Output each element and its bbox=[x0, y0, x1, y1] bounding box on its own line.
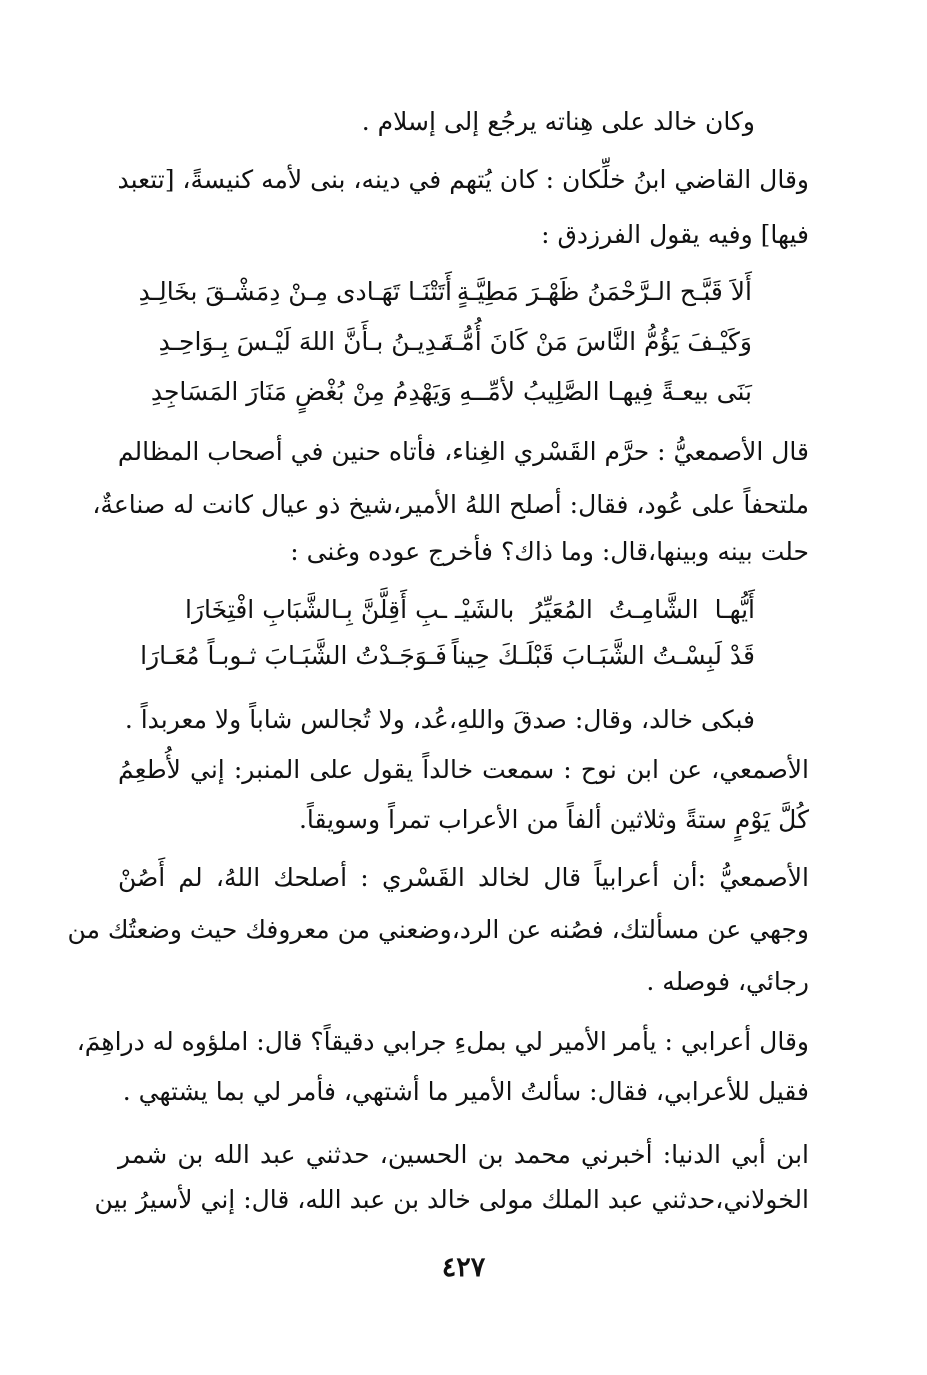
text-line: قال الأصمعيُّ : حرَّم القَسْري الغِناء، فأتاه حنين في أصحاب المظالم bbox=[117, 437, 809, 466]
text-line: وجهي عن مسألتك، فصُنه عن الرد،وضعني من معروفك حيث وضعتُك من bbox=[67, 915, 809, 944]
verse-hemistich: أَلاَ قَبَّـح الـرَّحْمَنُ ظَهْـرَ مَطِيَّـةٍ bbox=[456, 277, 752, 306]
text-line: فيها] وفيه يقول الفرزدق : bbox=[541, 220, 809, 249]
verse-hemistich: قَدْ لَبِسْـتُ الشَّبَـابَ قَبْلَـكَ حِيناً bbox=[451, 641, 755, 670]
text-line: حلت بينه وبينها،قال: وما ذاك؟ فأخرج عوده وغنى : bbox=[290, 537, 809, 566]
text-line: ابن أبي الدنيا: أخبرني محمد بن الحسين، حدثني عبد الله بن شمر bbox=[118, 1140, 809, 1169]
text-line: فقيل للأعرابي، فقال: سألتُ الأمير ما أشتهي، فأمر لي بما يشتهي . bbox=[122, 1077, 809, 1106]
page-number: ٤٢٧ bbox=[441, 1252, 486, 1283]
verse-hemistich: ـبِ أَقِلَّنَّ بِـالشَّبَابِ افْتِخَارَا bbox=[185, 595, 447, 624]
verse-hemistich: فَـوَجَـدْتُ الشَّبَـابَ ثـوبـاً مُعَـارَا bbox=[140, 641, 447, 670]
verse-hemistich: وَيَهْدِمُ مِنْ بُغْضٍ مَنَارَ المَسَاجِدِ bbox=[150, 377, 452, 406]
text-line: وقال القاضي ابنُ خلِّكان : كان يُتهم في دينه، بنى لأمه كنيسةً، [تتعبد bbox=[117, 165, 809, 194]
text-line: وقال أعرابي : يأمر الأمير لي بملءِ جرابي دقيقاً؟ قال: املؤوه له دراهِمَ، bbox=[76, 1027, 809, 1056]
text-line: فبكى خالد، وقال: صدقَ واللهِ،عُد، ولا تُجالس شاباً ولا معربداً . bbox=[124, 705, 755, 734]
text-line: الأصمعي، عن ابن نوح : سمعت خالداً يقول على المنبر: إني لأُطعِمُ bbox=[118, 755, 809, 784]
verse-row bbox=[0, 320, 927, 364]
text-line: وكان خالد على هِناته يرجُع إلى إسلام . bbox=[361, 107, 755, 136]
text-line: الخولاني،حدثني عبد الملك مولى خالد بن عبد الله، قال: إني لأسيرُ بين bbox=[94, 1185, 809, 1214]
verse-hemistich: بَنَى بيعـةً فِيهـا الصَّلِيبُ لأمِّــهِ bbox=[459, 377, 752, 406]
text-line: كُلَّ يَوْمٍ ستةً وثلاثين ألفاً من الأعراب تمراً وسويقاً. bbox=[298, 805, 809, 834]
verse-row bbox=[0, 270, 927, 314]
verse-hemistich: تَـدِيـنُ بـأَنَّ اللهَ لَيْـسَ بِـوَاحِـدِ bbox=[158, 327, 452, 356]
verse-hemistich: وَكَيْـفَ يَؤُمُّ النَّاسَ مَنْ كَانَ أُمُّـه bbox=[440, 327, 752, 356]
verse-row bbox=[0, 588, 927, 632]
text-line: رجائي، فوصله . bbox=[646, 967, 809, 996]
text-line: الأصمعيُّ :أن أعرابياً قال لخالد القَسْري : أصلحك اللهُ، لم أَصُنْ bbox=[118, 863, 809, 892]
verse-row bbox=[0, 634, 927, 678]
verse-hemistich: أَتَتْنَـا تَهَـادى مِـنْ دِمَشْـقَ بخَالِـدِ bbox=[138, 277, 452, 306]
verse-hemistich: أَيُّهـا الشَّامِـتُ المُعَيِّرُ بالشَيْـ bbox=[455, 595, 755, 624]
text-line: ملتحفاً على عُود، فقال: أصلح اللهُ الأمير،شيخ ذو عيال كانت له صناعةٌ، bbox=[92, 490, 809, 519]
verse-row bbox=[0, 370, 927, 414]
